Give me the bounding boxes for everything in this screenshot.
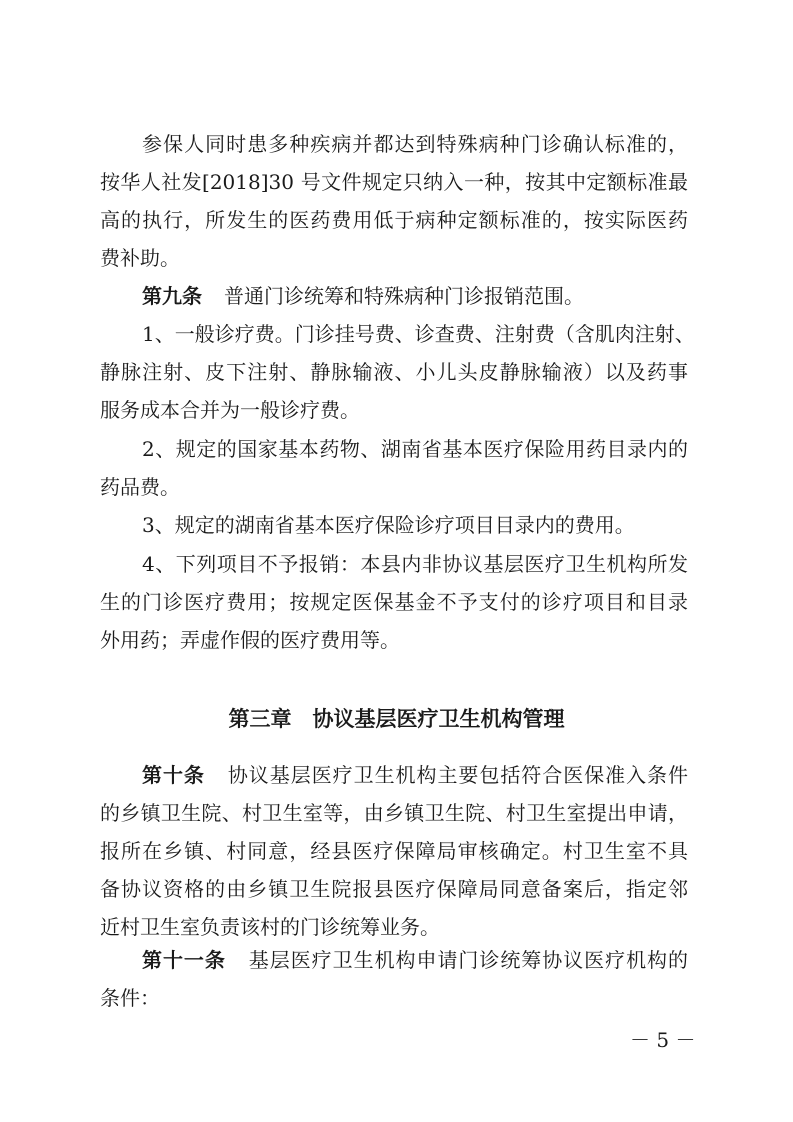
- text-line: 高的执行，所发生的医药费用低于病种定额标准的，按实际医药: [100, 208, 688, 232]
- text-line: 2、规定的国家基本药物、湖南省基本医疗保险用药目录内的: [142, 437, 688, 461]
- text-line: 备协议资格的由乡镇卫生院报县医疗保障局同意备案后，指定邻: [100, 877, 688, 901]
- article-11-line: [142, 947, 688, 973]
- text-line: 报所在乡镇、村同意，经县医疗保障局审核确定。村卫生室不具: [100, 839, 688, 863]
- article-9-heading: 第九条: [142, 284, 202, 308]
- page-number: － 5 －: [630, 1028, 696, 1052]
- text-line: 条件：: [100, 986, 160, 1010]
- article-9-text: 普通门诊统筹和特殊病种门诊报销范围。: [224, 284, 584, 308]
- text-line: 1、一般诊疗费。门诊挂号费、诊查费、注射费（含肌肉注射、: [142, 322, 695, 346]
- chapter-heading: 第三章 协议基层医疗卫生机构管理: [228, 707, 565, 731]
- text-line: 的乡镇卫生院、村卫生室等，由乡镇卫生院、村卫生室提出申请，: [100, 801, 688, 825]
- article-11-heading: 第十一条: [142, 948, 226, 972]
- text-line: 近村卫生室负责该村的门诊统筹业务。: [100, 915, 440, 939]
- article-10-text: 协议基层医疗卫生机构主要包括符合医保准入条件: [226, 763, 689, 787]
- article-9-line: [142, 283, 688, 309]
- text-line: 参保人同时患多种疾病并都达到特殊病种门诊确认标准的，: [142, 132, 688, 156]
- text-line: 服务成本合并为一般诊疗费。: [100, 398, 360, 422]
- article-10-line: [142, 762, 688, 788]
- text-line: 静脉注射、皮下注射、静脉输液、小儿头皮静脉输液）以及药事: [100, 360, 688, 384]
- article-10-heading: 第十条: [142, 763, 205, 787]
- text-line: 费补助。: [100, 246, 180, 270]
- text-line: 外用药；弄虚作假的医疗费用等。: [100, 628, 400, 652]
- text-line: 生的门诊医疗费用；按规定医保基金不予支付的诊疗项目和目录: [100, 590, 688, 614]
- text-line: 药品费。: [100, 475, 180, 499]
- text-line: 按华人社发[2018]30 号文件规定只纳入一种，按其中定额标准最: [100, 170, 688, 194]
- text-line: 4、下列项目不予报销：本县内非协议基层医疗卫生机构所发: [142, 552, 688, 576]
- article-11-text: 基层医疗卫生机构申请门诊统筹协议医疗机构的: [247, 948, 689, 972]
- text-line: 3、规定的湖南省基本医疗保险诊疗项目目录内的费用。: [142, 513, 635, 537]
